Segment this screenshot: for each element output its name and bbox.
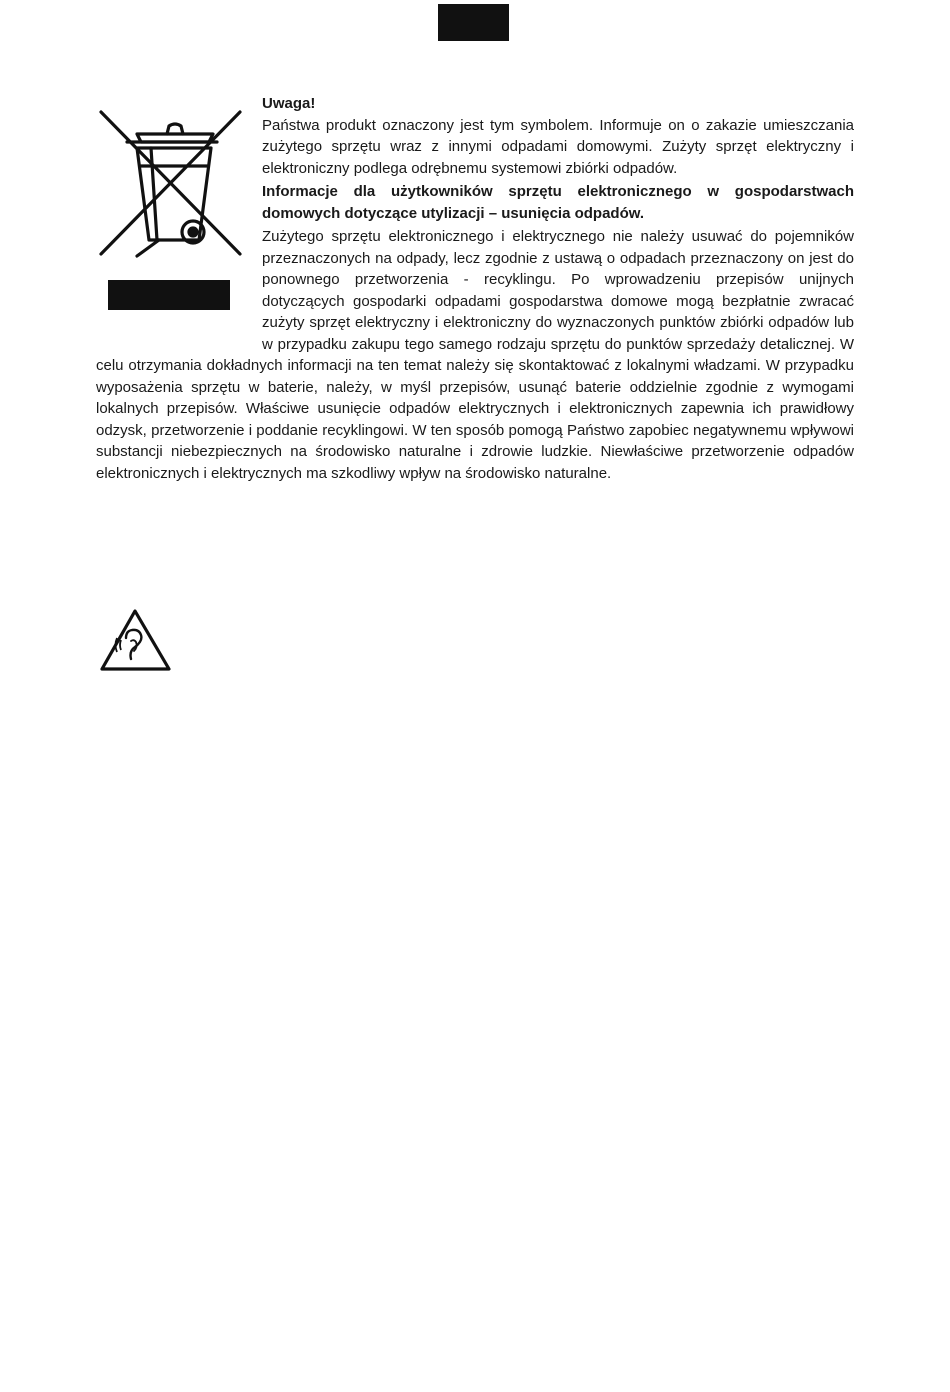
info-heading: Informacje dla użytkowników sprzętu elektronicznego w gospodarstwach domowych dotyczące utylizacji – usunięcia odpadów. (262, 183, 854, 222)
info-paragraph: Zużytego sprzętu elektronicznego i elektrycznego nie należy usuwać do pojemników przeznaczonych na odpady, lecz zgodnie z ustawą o odpadach przeznaczony on jest do ponownego przetworzenia - recyklingu. Po wprowadzeniu przepisów unijnych dotyczących gospodarki odpadami gospodarstwa domowe mogą bezpłatnie zwracać zużyty sprzęt elektryczny i elektroniczny do wyznaczonych punktów zbiórki odpadów lub w przypadku zakupu tego samego rodzaju sprzętu do punktów sprzedaży detalicznej. W celu otrzymania dokładnych informacji na ten temat należy się skontaktować z lokalnymi władzami. W przypadku wyposażenia sprzętu w baterie, należy, w myśl przepisów, usunąć baterie oddzielnie zgodnie z wymogami lokalnych przepisów. Właściwe usunięcie odpadów elektrycznych i elektronicznych zapewnia ich prawidłowy odzysk, przetworzenie i poddanie recyklingowi. W ten sposób pomogą Państwo zapobiec negatywnemu wpływowi substancji niebezpiecznych na środowisko naturalne i zdrowie ludzkie. Niewłaściwe przetworzenie odpadów elektronicznych i elektrycznych ma szkodliwy wpływ na środowisko naturalne. (96, 228, 854, 482)
hearing-damage-warning-icon (99, 607, 172, 673)
disposal-notice (96, 93, 854, 484)
warning-paragraph: Państwa produkt oznaczony jest tym symbolem. Informuje on o zakazie umieszczania zużytego sprzętu wraz z innymi odpadami domowymi. Zużyty sprzęt elektryczny i elektroniczny podlega odrębnemu systemowi zbiórki odpadów. (262, 116, 854, 177)
page-header-tab (438, 4, 509, 41)
warning-heading: Uwaga! (262, 95, 316, 112)
